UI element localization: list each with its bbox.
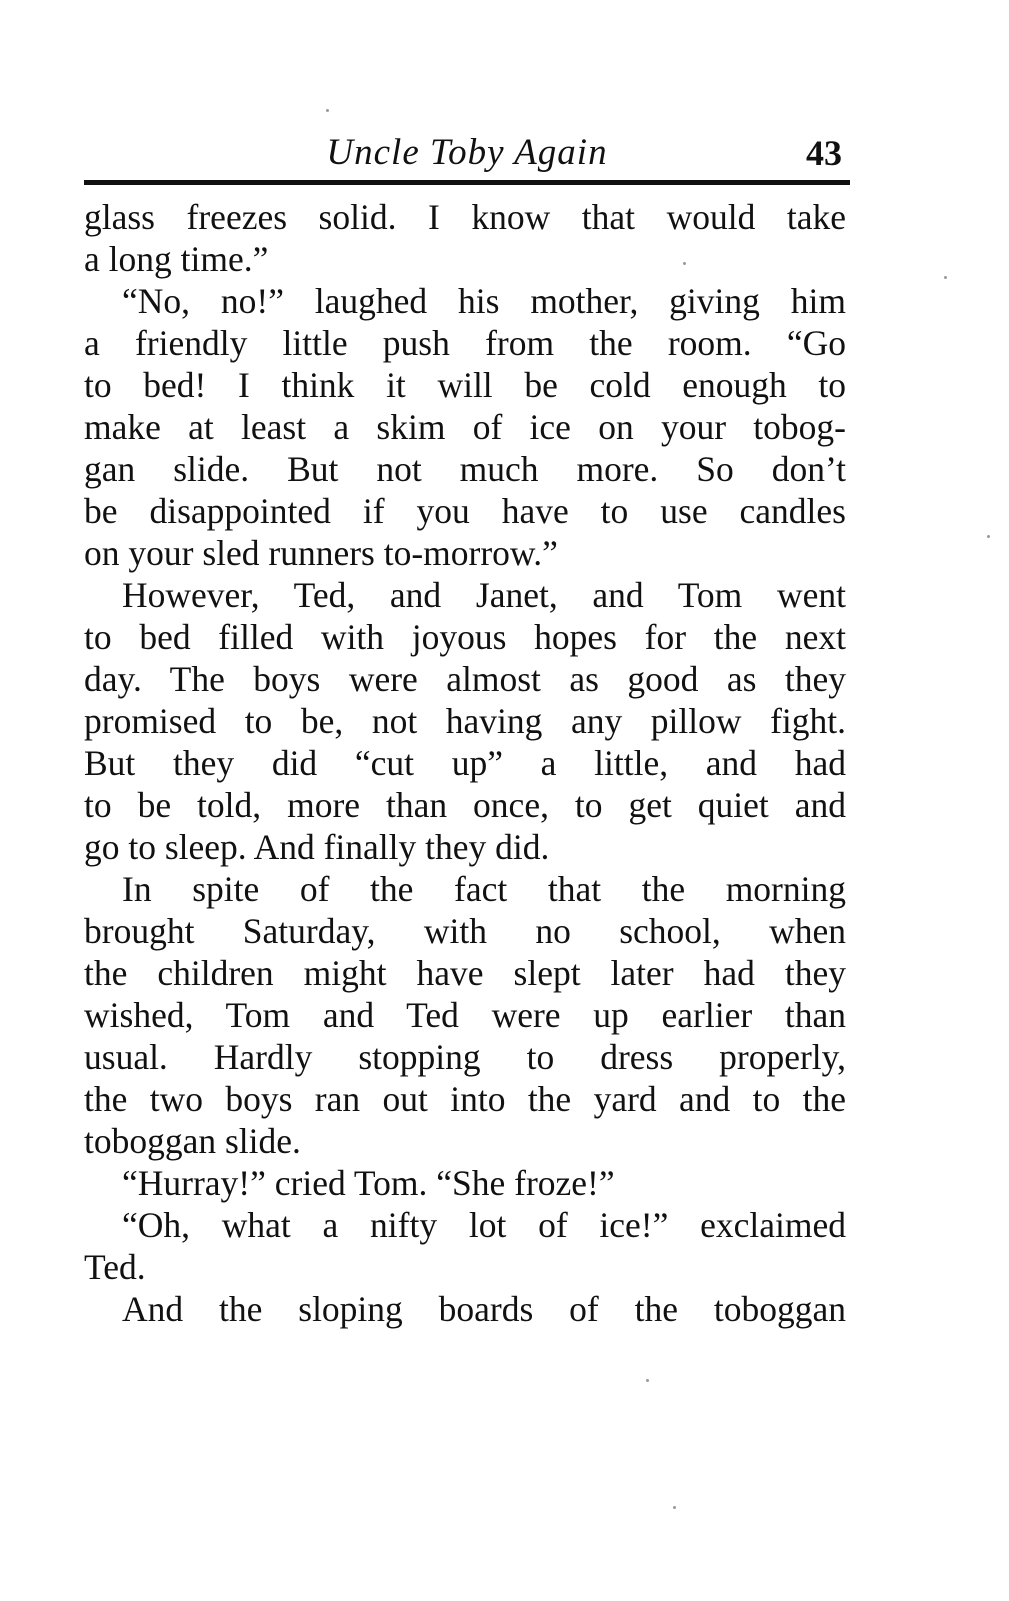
body-text [84, 196, 846, 1330]
text-line: a friendly little push from the room. “Go [84, 323, 846, 363]
paper-speck [683, 262, 686, 265]
text-line: And the sloping boards of the toboggan [122, 1289, 846, 1329]
text-line: the two boys ran out into the yard and to the [84, 1079, 846, 1119]
text-line: the children might have slept later had they [84, 953, 846, 993]
text-line: “No, no!” laughed his mother, giving him [122, 281, 846, 321]
text-line: However, Ted, and Janet, and Tom went [122, 575, 846, 615]
text-line: brought Saturday, with no school, when [84, 911, 846, 951]
text-line: gan slide. But not much more. So don’t [84, 449, 846, 489]
text-line: glass freezes solid. I know that would take [84, 197, 846, 237]
paper-speck [646, 1379, 649, 1382]
paper-speck [326, 109, 329, 112]
text-line: to bed filled with joyous hopes for the next [84, 617, 846, 657]
paper-speck [987, 535, 990, 538]
text-line: wished, Tom and Ted were up earlier than [84, 995, 846, 1035]
text-line: “Oh, what a nifty lot of ice!” exclaimed [122, 1205, 846, 1245]
text-line: In spite of the fact that the morning [122, 869, 846, 909]
text-line: promised to be, not having any pillow fight. [84, 701, 846, 741]
text-line: Ted. [84, 1247, 146, 1287]
text-line: day. The boys were almost as good as they [84, 659, 846, 699]
text-line: on your sled runners to-morrow.” [84, 533, 558, 573]
running-header [84, 128, 850, 178]
paper-speck [944, 276, 947, 279]
text-line: a long time.” [84, 239, 269, 279]
header-rule [84, 180, 850, 185]
paper-speck [673, 1506, 676, 1509]
text-line: be disappointed if you have to use candles [84, 491, 846, 531]
text-line: usual. Hardly stopping to dress properly, [84, 1037, 846, 1077]
text-line: to bed! I think it will be cold enough to [84, 365, 846, 405]
text-line: go to sleep. And finally they did. [84, 827, 550, 867]
text-line: to be told, more than once, to get quiet and [84, 785, 846, 825]
text-line: “Hurray!” cried Tom. “She froze!” [122, 1163, 615, 1203]
text-line: make at least a skim of ice on your tobog- [84, 407, 846, 447]
page-number: 43 [806, 133, 842, 173]
running-title: Uncle Toby Again [326, 132, 608, 173]
text-line: But they did “cut up” a little, and had [84, 743, 846, 783]
text-line: toboggan slide. [84, 1121, 301, 1161]
